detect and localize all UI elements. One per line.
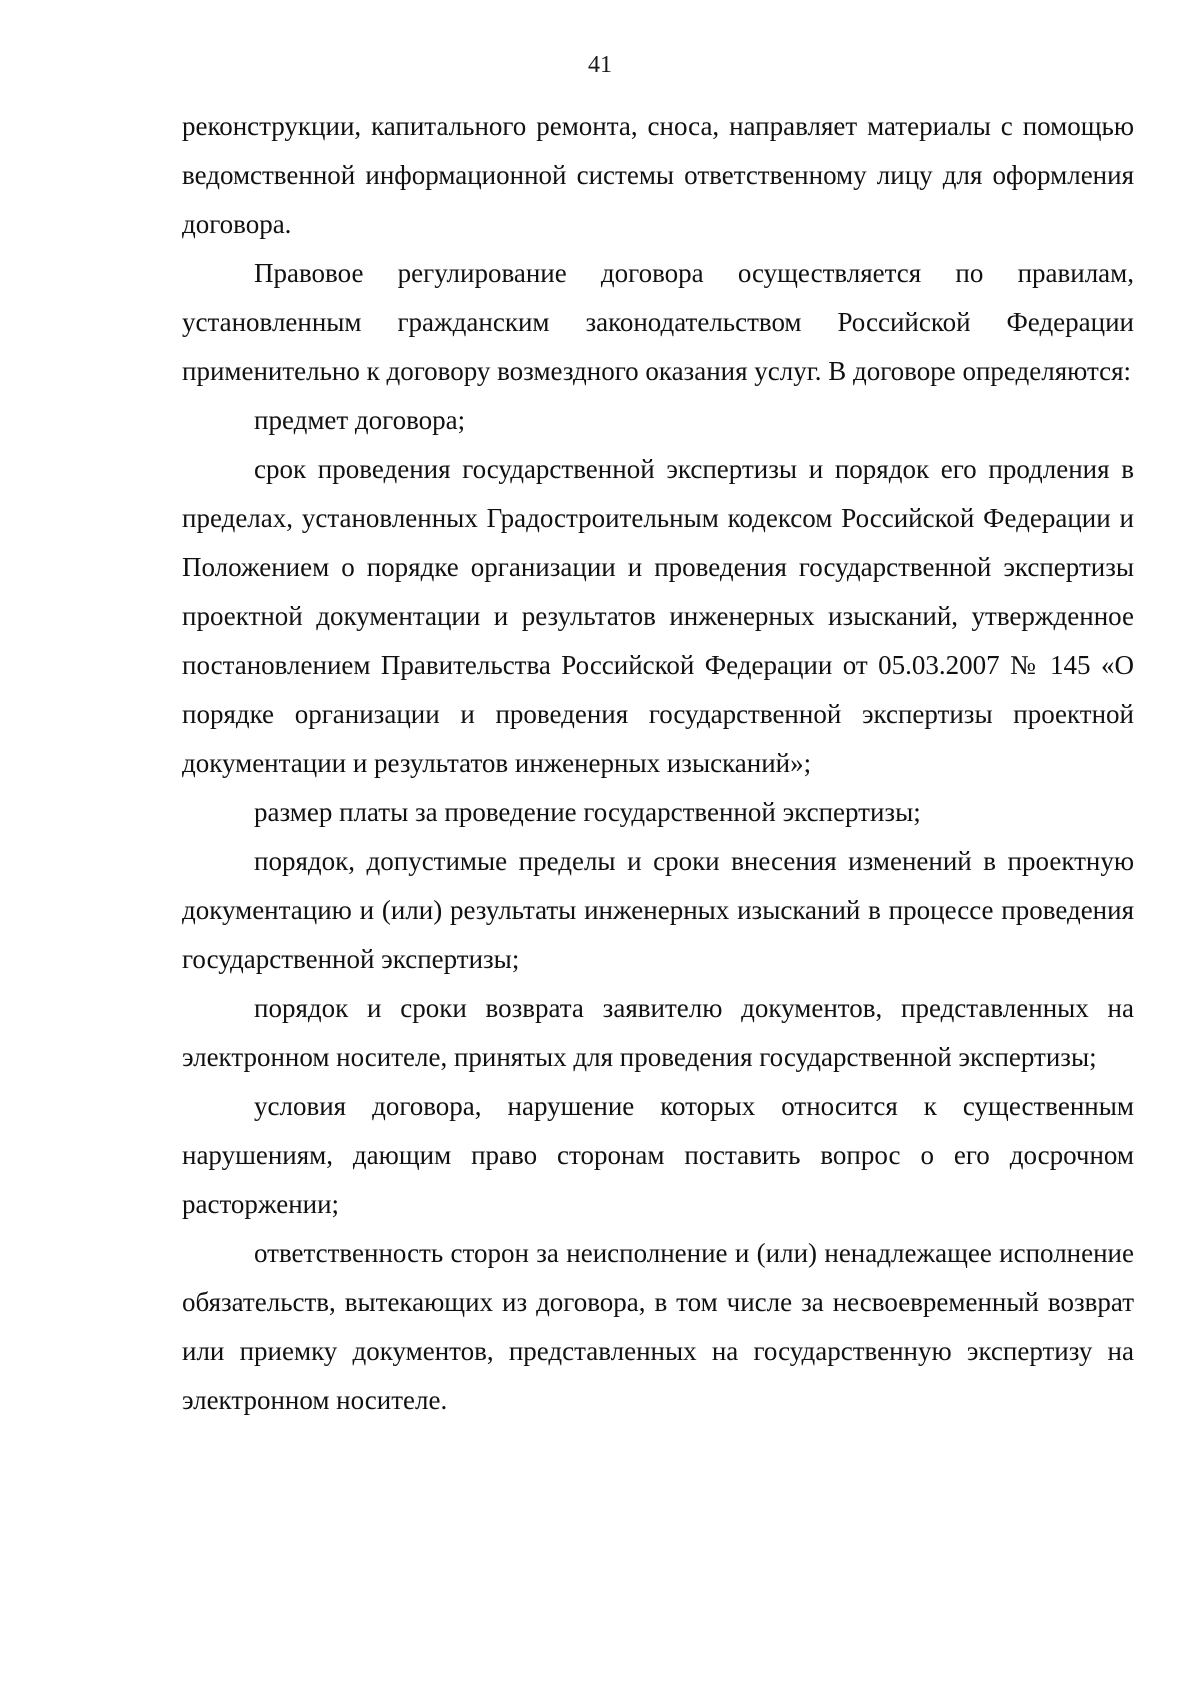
paragraph-2: Правовое регулирование договора осуществляется по правилам, установленным гражданским законодательством Российской Федерации применительно к договору возмездного оказания услуг. В договоре определяются: <box>182 258 1134 386</box>
page-number: 41 <box>588 52 612 78</box>
paragraph-1: реконструкции, капитального ремонта, сноса, направляет материалы с помощью ведомственной информационной системы ответственному лицу для оформления договора. <box>182 111 1134 239</box>
paragraph-5: размер платы за проведение государственной экспертизы; <box>254 797 921 827</box>
paragraph-4: срок проведения государственной экспертизы и порядок его продления в пределах, установленных Градостроительным кодексом Российской Федерации и Положением о порядке организации и проведения государственной экспертизы проектной документации и результатов инженерных изысканий, утвержденное постановлением Правительства Российской Федерации от 05.03.2007 № 145 «О порядке организации и проведения государственной экспертизы проектной документации и результатов инженерных изысканий»; <box>182 454 1134 778</box>
document-body <box>182 102 1134 1425</box>
paragraph-8: условия договора, нарушение которых относится к существенным нарушениям, дающим право сторонам поставить вопрос о его досрочном расторжении; <box>182 1091 1134 1219</box>
paragraph-3: предмет договора; <box>254 405 466 435</box>
paragraph-6: порядок, допустимые пределы и сроки внесения изменений в проектную документацию и (или) результаты инженерных изысканий в процессе проведения государственной экспертизы; <box>182 846 1134 974</box>
paragraph-9: ответственность сторон за неисполнение и (или) ненадлежащее исполнение обязательств, вытекающих из договора, в том числе за несвоевременный возврат или приемку документов, представленных на государственную экспертизу на электронном носителе. <box>182 1238 1134 1415</box>
paragraph-7: порядок и сроки возврата заявителю документов, представленных на электронном носителе, принятых для проведения государственной экспертизы; <box>182 993 1134 1072</box>
